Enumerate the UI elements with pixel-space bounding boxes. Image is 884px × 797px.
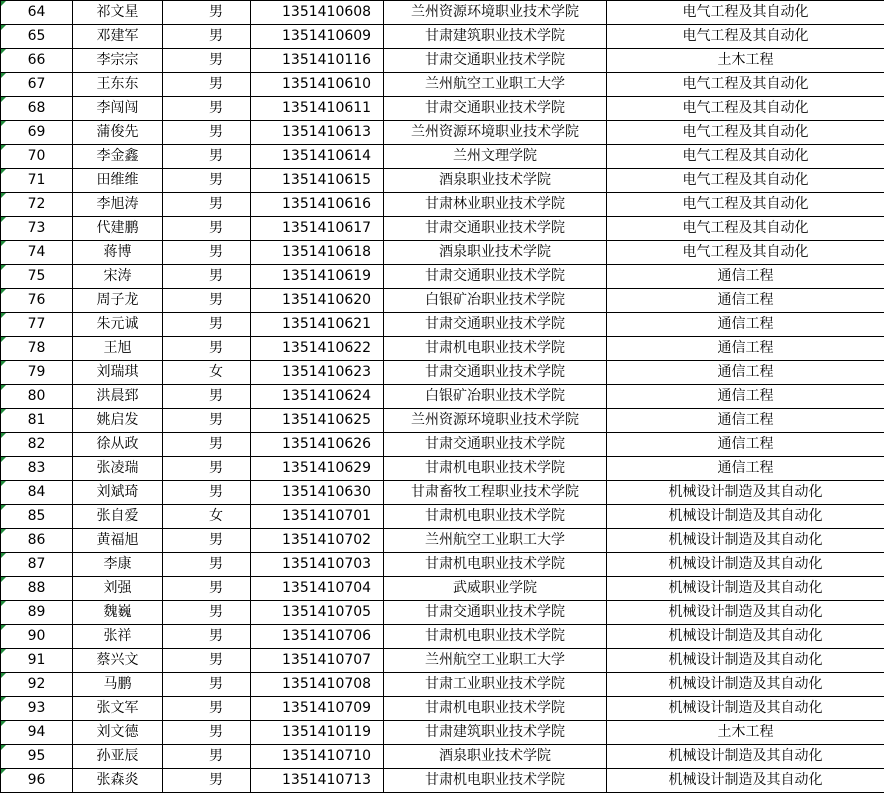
table-row — [1, 145, 884, 169]
gender-cell[interactable]: 男 — [163, 121, 251, 145]
gender-cell[interactable]: 男 — [163, 97, 251, 121]
table-row — [1, 73, 884, 97]
major-cell[interactable]: 机械设计制造及其自动化 — [607, 745, 884, 769]
gender-cell[interactable]: 男 — [163, 385, 251, 409]
name-cell[interactable]: 刘文德 — [73, 721, 163, 745]
gender-cell[interactable]: 男 — [163, 217, 251, 241]
college-cell[interactable]: 兰州文理学院 — [384, 145, 607, 169]
table-row — [1, 697, 884, 721]
major-cell[interactable]: 通信工程 — [607, 289, 884, 313]
table-row — [1, 529, 884, 553]
table-row — [1, 457, 884, 481]
major-cell[interactable]: 通信工程 — [607, 409, 884, 433]
name-cell[interactable]: 张森炎 — [73, 769, 163, 793]
row-number-cell[interactable]: 68 — [1, 97, 73, 121]
row-number-cell[interactable]: 88 — [1, 577, 73, 601]
row-number-cell[interactable]: 74 — [1, 241, 73, 265]
gender-cell[interactable]: 男 — [163, 433, 251, 457]
major-cell[interactable]: 电气工程及其自动化 — [607, 73, 884, 97]
gender-cell[interactable]: 男 — [163, 25, 251, 49]
row-number-cell[interactable]: 79 — [1, 361, 73, 385]
college-cell[interactable]: 甘肃交通职业技术学院 — [384, 361, 607, 385]
student-id-cell[interactable]: 1351410616 — [251, 193, 384, 217]
table-row — [1, 553, 884, 577]
gender-cell[interactable]: 男 — [163, 457, 251, 481]
table-row — [1, 49, 884, 73]
student-id-cell[interactable]: 1351410610 — [251, 73, 384, 97]
student-id-cell[interactable]: 1351410618 — [251, 241, 384, 265]
table-row — [1, 1, 884, 25]
name-cell[interactable]: 李旭涛 — [73, 193, 163, 217]
name-cell[interactable]: 邓建军 — [73, 25, 163, 49]
student-id-cell[interactable]: 1351410709 — [251, 697, 384, 721]
major-cell[interactable]: 电气工程及其自动化 — [607, 193, 884, 217]
student-id-cell[interactable]: 1351410708 — [251, 673, 384, 697]
table-row — [1, 745, 884, 769]
name-cell[interactable]: 代建鹏 — [73, 217, 163, 241]
college-cell[interactable]: 甘肃交通职业技术学院 — [384, 433, 607, 457]
college-cell[interactable]: 甘肃建筑职业技术学院 — [384, 721, 607, 745]
table-row — [1, 289, 884, 313]
row-number-cell[interactable]: 77 — [1, 313, 73, 337]
row-number-cell[interactable]: 76 — [1, 289, 73, 313]
student-id-cell[interactable]: 1351410620 — [251, 289, 384, 313]
gender-cell[interactable]: 男 — [163, 553, 251, 577]
name-cell[interactable]: 田维维 — [73, 169, 163, 193]
major-cell[interactable]: 电气工程及其自动化 — [607, 97, 884, 121]
gender-cell[interactable]: 男 — [163, 649, 251, 673]
row-number-cell[interactable]: 64 — [1, 1, 73, 25]
row-number-cell[interactable]: 94 — [1, 721, 73, 745]
student-id-cell[interactable]: 1351410619 — [251, 265, 384, 289]
name-cell[interactable]: 周子龙 — [73, 289, 163, 313]
row-number-cell[interactable]: 71 — [1, 169, 73, 193]
student-id-cell[interactable]: 1351410701 — [251, 505, 384, 529]
student-id-cell[interactable]: 1351410613 — [251, 121, 384, 145]
gender-cell[interactable]: 男 — [163, 745, 251, 769]
table-row — [1, 241, 884, 265]
table-row — [1, 121, 884, 145]
name-cell[interactable]: 刘斌琦 — [73, 481, 163, 505]
student-id-cell[interactable]: 1351410629 — [251, 457, 384, 481]
row-number-cell[interactable]: 91 — [1, 649, 73, 673]
student-id-cell[interactable]: 1351410706 — [251, 625, 384, 649]
major-cell[interactable]: 机械设计制造及其自动化 — [607, 649, 884, 673]
table-row — [1, 217, 884, 241]
name-cell[interactable]: 姚启发 — [73, 409, 163, 433]
major-cell[interactable]: 通信工程 — [607, 265, 884, 289]
major-cell[interactable]: 电气工程及其自动化 — [607, 241, 884, 265]
gender-cell[interactable]: 男 — [163, 577, 251, 601]
table-row — [1, 169, 884, 193]
table-row — [1, 601, 884, 625]
row-number-cell[interactable]: 69 — [1, 121, 73, 145]
name-cell[interactable]: 朱元诚 — [73, 313, 163, 337]
gender-cell[interactable]: 男 — [163, 601, 251, 625]
major-cell[interactable]: 机械设计制造及其自动化 — [607, 625, 884, 649]
student-id-cell[interactable]: 1351410608 — [251, 1, 384, 25]
name-cell[interactable]: 李康 — [73, 553, 163, 577]
gender-cell[interactable]: 男 — [163, 337, 251, 361]
college-cell[interactable]: 酒泉职业技术学院 — [384, 745, 607, 769]
college-cell[interactable]: 兰州资源环境职业技术学院 — [384, 121, 607, 145]
college-cell[interactable]: 兰州资源环境职业技术学院 — [384, 1, 607, 25]
row-number-cell[interactable]: 65 — [1, 25, 73, 49]
row-number-cell[interactable]: 75 — [1, 265, 73, 289]
row-number-cell[interactable]: 85 — [1, 505, 73, 529]
major-cell[interactable]: 机械设计制造及其自动化 — [607, 577, 884, 601]
gender-cell[interactable]: 男 — [163, 73, 251, 97]
row-number-cell[interactable]: 73 — [1, 217, 73, 241]
college-cell[interactable]: 甘肃机电职业技术学院 — [384, 697, 607, 721]
name-cell[interactable]: 张自爱 — [73, 505, 163, 529]
table-row — [1, 577, 884, 601]
row-number-cell[interactable]: 82 — [1, 433, 73, 457]
major-cell[interactable]: 机械设计制造及其自动化 — [607, 697, 884, 721]
student-id-cell[interactable]: 1351410707 — [251, 649, 384, 673]
student-id-cell[interactable]: 1351410614 — [251, 145, 384, 169]
row-number-cell[interactable]: 81 — [1, 409, 73, 433]
gender-cell[interactable]: 男 — [163, 769, 251, 793]
student-id-cell[interactable]: 1351410617 — [251, 217, 384, 241]
table-row — [1, 673, 884, 697]
name-cell[interactable]: 洪晨郅 — [73, 385, 163, 409]
table-body — [1, 1, 884, 793]
table-row — [1, 337, 884, 361]
row-number-cell[interactable]: 93 — [1, 697, 73, 721]
gender-cell[interactable]: 男 — [163, 145, 251, 169]
table-row — [1, 481, 884, 505]
major-cell[interactable]: 电气工程及其自动化 — [607, 25, 884, 49]
student-id-cell[interactable]: 1351410623 — [251, 361, 384, 385]
gender-cell[interactable]: 女 — [163, 361, 251, 385]
major-cell[interactable]: 电气工程及其自动化 — [607, 169, 884, 193]
student-id-cell[interactable]: 1351410119 — [251, 721, 384, 745]
name-cell[interactable]: 李宗宗 — [73, 49, 163, 73]
student-id-cell[interactable]: 1351410624 — [251, 385, 384, 409]
major-cell[interactable]: 机械设计制造及其自动化 — [607, 481, 884, 505]
name-cell[interactable]: 张文军 — [73, 697, 163, 721]
gender-cell[interactable]: 男 — [163, 313, 251, 337]
college-cell[interactable]: 酒泉职业技术学院 — [384, 169, 607, 193]
major-cell[interactable]: 机械设计制造及其自动化 — [607, 505, 884, 529]
table-row — [1, 625, 884, 649]
student-id-cell[interactable]: 1351410713 — [251, 769, 384, 793]
name-cell[interactable]: 张凌瑞 — [73, 457, 163, 481]
table-row — [1, 313, 884, 337]
college-cell[interactable]: 兰州航空工业职工大学 — [384, 529, 607, 553]
name-cell[interactable]: 李闯闯 — [73, 97, 163, 121]
student-id-cell[interactable]: 1351410702 — [251, 529, 384, 553]
row-number-cell[interactable]: 96 — [1, 769, 73, 793]
table-row — [1, 361, 884, 385]
table-row — [1, 25, 884, 49]
college-cell[interactable]: 甘肃交通职业技术学院 — [384, 601, 607, 625]
major-cell[interactable]: 通信工程 — [607, 433, 884, 457]
table-row — [1, 505, 884, 529]
name-cell[interactable]: 张祥 — [73, 625, 163, 649]
name-cell[interactable]: 刘强 — [73, 577, 163, 601]
student-id-cell[interactable]: 1351410622 — [251, 337, 384, 361]
college-cell[interactable]: 甘肃交通职业技术学院 — [384, 97, 607, 121]
gender-cell[interactable]: 男 — [163, 241, 251, 265]
gender-cell[interactable]: 男 — [163, 721, 251, 745]
name-cell[interactable]: 徐从政 — [73, 433, 163, 457]
row-number-cell[interactable]: 90 — [1, 625, 73, 649]
student-id-cell[interactable]: 1351410704 — [251, 577, 384, 601]
gender-cell[interactable]: 男 — [163, 193, 251, 217]
major-cell[interactable]: 通信工程 — [607, 313, 884, 337]
row-number-cell[interactable]: 70 — [1, 145, 73, 169]
gender-cell[interactable]: 男 — [163, 481, 251, 505]
row-number-cell[interactable]: 66 — [1, 49, 73, 73]
student-id-cell[interactable]: 1351410705 — [251, 601, 384, 625]
gender-cell[interactable]: 男 — [163, 409, 251, 433]
student-id-cell[interactable]: 1351410621 — [251, 313, 384, 337]
name-cell[interactable]: 魏巍 — [73, 601, 163, 625]
gender-cell[interactable]: 男 — [163, 265, 251, 289]
student-id-cell[interactable]: 1351410630 — [251, 481, 384, 505]
table-row — [1, 265, 884, 289]
name-cell[interactable]: 蒲俊先 — [73, 121, 163, 145]
major-cell[interactable]: 机械设计制造及其自动化 — [607, 673, 884, 697]
gender-cell[interactable]: 男 — [163, 1, 251, 25]
college-cell[interactable]: 甘肃机电职业技术学院 — [384, 457, 607, 481]
name-cell[interactable]: 李金鑫 — [73, 145, 163, 169]
name-cell[interactable]: 王旭 — [73, 337, 163, 361]
gender-cell[interactable]: 男 — [163, 289, 251, 313]
gender-cell[interactable]: 男 — [163, 529, 251, 553]
name-cell[interactable]: 刘瑞琪 — [73, 361, 163, 385]
name-cell[interactable]: 马鹏 — [73, 673, 163, 697]
gender-cell[interactable]: 男 — [163, 49, 251, 73]
major-cell[interactable]: 电气工程及其自动化 — [607, 1, 884, 25]
college-cell[interactable]: 白银矿冶职业技术学院 — [384, 385, 607, 409]
table-row — [1, 385, 884, 409]
college-cell[interactable]: 甘肃机电职业技术学院 — [384, 769, 607, 793]
college-cell[interactable]: 甘肃建筑职业技术学院 — [384, 25, 607, 49]
name-cell[interactable]: 宋涛 — [73, 265, 163, 289]
college-cell[interactable]: 甘肃畜牧工程职业技术学院 — [384, 481, 607, 505]
major-cell[interactable]: 机械设计制造及其自动化 — [607, 529, 884, 553]
college-cell[interactable]: 兰州资源环境职业技术学院 — [384, 409, 607, 433]
student-id-cell[interactable]: 1351410116 — [251, 49, 384, 73]
gender-cell[interactable]: 男 — [163, 673, 251, 697]
college-cell[interactable]: 甘肃林业职业技术学院 — [384, 193, 607, 217]
college-cell[interactable]: 兰州航空工业职工大学 — [384, 649, 607, 673]
major-cell[interactable]: 电气工程及其自动化 — [607, 121, 884, 145]
major-cell[interactable]: 土木工程 — [607, 49, 884, 73]
major-cell[interactable]: 电气工程及其自动化 — [607, 145, 884, 169]
major-cell[interactable]: 土木工程 — [607, 721, 884, 745]
major-cell[interactable]: 通信工程 — [607, 457, 884, 481]
major-cell[interactable]: 通信工程 — [607, 361, 884, 385]
gender-cell[interactable]: 女 — [163, 505, 251, 529]
student-id-cell[interactable]: 1351410626 — [251, 433, 384, 457]
row-number-cell[interactable]: 78 — [1, 337, 73, 361]
student-id-cell[interactable]: 1351410609 — [251, 25, 384, 49]
college-cell[interactable]: 兰州航空工业职工大学 — [384, 73, 607, 97]
student-id-cell[interactable]: 1351410710 — [251, 745, 384, 769]
student-id-cell[interactable]: 1351410625 — [251, 409, 384, 433]
major-cell[interactable]: 通信工程 — [607, 337, 884, 361]
college-cell[interactable]: 甘肃机电职业技术学院 — [384, 337, 607, 361]
college-cell[interactable]: 甘肃交通职业技术学院 — [384, 265, 607, 289]
major-cell[interactable]: 机械设计制造及其自动化 — [607, 553, 884, 577]
student-id-cell[interactable]: 1351410703 — [251, 553, 384, 577]
college-cell[interactable]: 白银矿冶职业技术学院 — [384, 289, 607, 313]
row-number-cell[interactable]: 84 — [1, 481, 73, 505]
major-cell[interactable]: 电气工程及其自动化 — [607, 217, 884, 241]
table-row — [1, 721, 884, 745]
table-row — [1, 769, 884, 793]
row-number-cell[interactable]: 87 — [1, 553, 73, 577]
row-number-cell[interactable]: 92 — [1, 673, 73, 697]
college-cell[interactable]: 甘肃机电职业技术学院 — [384, 505, 607, 529]
college-cell[interactable]: 甘肃交通职业技术学院 — [384, 217, 607, 241]
row-number-cell[interactable]: 80 — [1, 385, 73, 409]
major-cell[interactable]: 通信工程 — [607, 385, 884, 409]
student-id-cell[interactable]: 1351410611 — [251, 97, 384, 121]
table-row — [1, 97, 884, 121]
table-row — [1, 433, 884, 457]
row-number-cell[interactable]: 89 — [1, 601, 73, 625]
name-cell[interactable]: 孙亚辰 — [73, 745, 163, 769]
college-cell[interactable]: 甘肃机电职业技术学院 — [384, 553, 607, 577]
college-cell[interactable]: 甘肃交通职业技术学院 — [384, 49, 607, 73]
name-cell[interactable]: 祁文星 — [73, 1, 163, 25]
gender-cell[interactable]: 男 — [163, 625, 251, 649]
college-cell[interactable]: 甘肃交通职业技术学院 — [384, 313, 607, 337]
gender-cell[interactable]: 男 — [163, 169, 251, 193]
name-cell[interactable]: 蔡兴文 — [73, 649, 163, 673]
major-cell[interactable]: 机械设计制造及其自动化 — [607, 601, 884, 625]
college-cell[interactable]: 甘肃机电职业技术学院 — [384, 625, 607, 649]
table-row — [1, 649, 884, 673]
college-cell[interactable]: 酒泉职业技术学院 — [384, 241, 607, 265]
row-number-cell[interactable]: 83 — [1, 457, 73, 481]
name-cell[interactable]: 蒋博 — [73, 241, 163, 265]
college-cell[interactable]: 武威职业学院 — [384, 577, 607, 601]
row-number-cell[interactable]: 72 — [1, 193, 73, 217]
student-id-cell[interactable]: 1351410615 — [251, 169, 384, 193]
college-cell[interactable]: 甘肃工业职业技术学院 — [384, 673, 607, 697]
row-number-cell[interactable]: 86 — [1, 529, 73, 553]
row-number-cell[interactable]: 95 — [1, 745, 73, 769]
major-cell[interactable]: 机械设计制造及其自动化 — [607, 769, 884, 793]
name-cell[interactable]: 王东东 — [73, 73, 163, 97]
row-number-cell[interactable]: 67 — [1, 73, 73, 97]
gender-cell[interactable]: 男 — [163, 697, 251, 721]
table-row — [1, 193, 884, 217]
table-row — [1, 409, 884, 433]
name-cell[interactable]: 黄福旭 — [73, 529, 163, 553]
